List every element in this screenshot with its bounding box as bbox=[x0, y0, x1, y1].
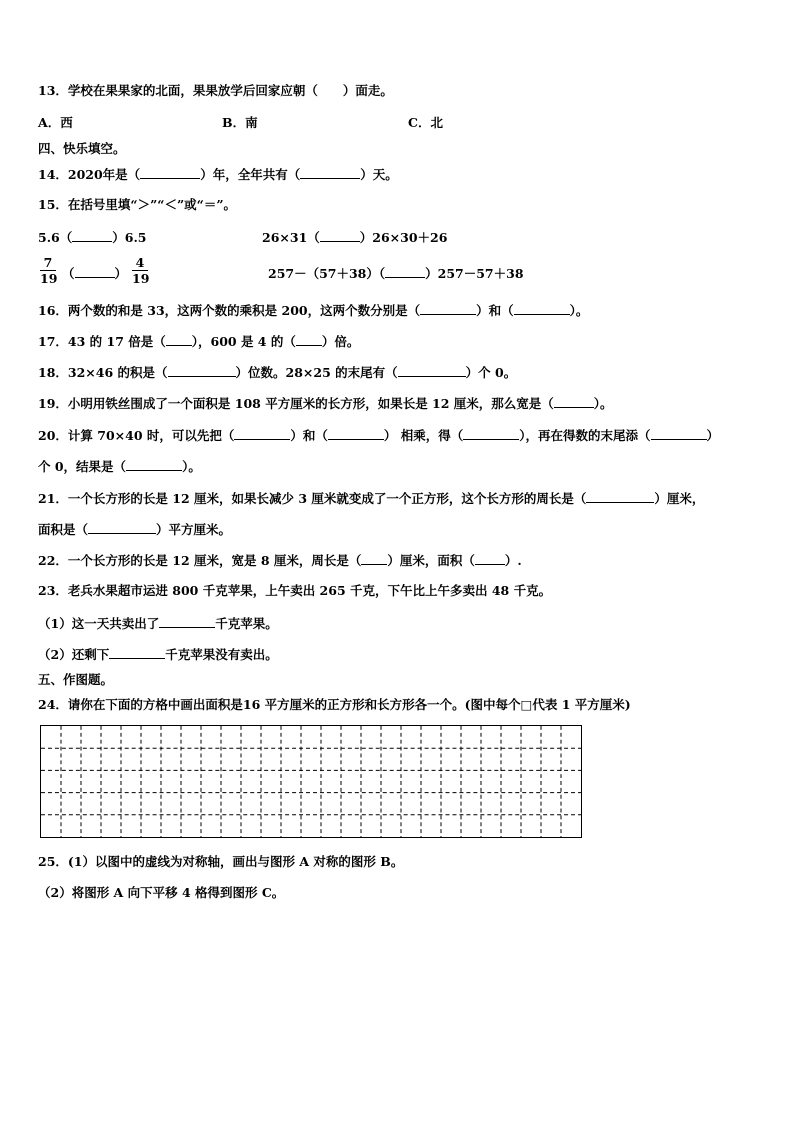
q13-option-a: A．西 bbox=[38, 115, 73, 130]
dotted-grid bbox=[40, 725, 582, 838]
q17: 17．43 的 17 倍是（ ），600 是 4 的（ ）倍。 bbox=[38, 334, 360, 349]
q22: 22．一个长方形的长是 12 厘米，宽是 8 厘米，周长是（ ）厘米，面积（ ）. bbox=[38, 553, 522, 568]
q15-row1-left: 5.6（ ）6.5 bbox=[38, 230, 147, 245]
section-4-heading: 四、快乐填空。 bbox=[38, 141, 126, 156]
q24-text: 24．请你在下面的方格中画出面积是16 平方厘米的正方形和长方形各一个。(图中每个□代表 1 平方厘米) bbox=[38, 697, 631, 712]
q23-part1: （1）这一天共卖出了 千克苹果。 bbox=[38, 616, 278, 631]
q23-text: 23．老兵水果超市运进 800 千克苹果，上午卖出 265 千克，下午比上午多卖出 48 千克。 bbox=[38, 583, 552, 598]
q15-row1-right: 26×31（ ）26×30＋26 bbox=[262, 230, 448, 245]
fraction-7-19: $\frac{7}{19}$ bbox=[40, 255, 58, 286]
q15-row2-right: 257－（57＋38）（ ）257－57＋38 bbox=[268, 266, 524, 281]
section-5-heading: 五、作图题。 bbox=[38, 672, 114, 687]
q15-title: 15．在括号里填“＞”“＜”或“＝”。 bbox=[38, 197, 237, 212]
q21-line1: 21．一个长方形的长是 12 厘米，如果长减少 3 厘米就变成了一个正方形，这个长方形的周长是（ ）厘米， bbox=[38, 491, 705, 506]
q16: 16．两个数的和是 33，这两个数的乘积是 200，这两个数分别是（ ）和（ ）。 bbox=[38, 303, 589, 318]
q21-line2: 面积是（ ）平方厘米。 bbox=[38, 522, 232, 537]
q19: 19．小明用铁丝围成了一个面积是 108 平方厘米的长方形，如果长是 12 厘米，那么宽是（ ）。 bbox=[38, 396, 613, 411]
fraction-4-19: $\frac{4}{19}$ bbox=[132, 255, 150, 286]
q15-row2-blank: （ ） bbox=[62, 266, 128, 281]
q20-line2: 个 0，结果是（ ）。 bbox=[38, 459, 201, 474]
q18: 18．32×46 的积是（ ）位数。28×25 的末尾有（ ）个 0。 bbox=[38, 365, 517, 380]
q25-part1: 25．(1）以图中的虚线为对称轴，画出与图形 A 对称的图形 B。 bbox=[38, 854, 404, 869]
q13-option-b: B．南 bbox=[222, 115, 258, 130]
q13-option-c: C．北 bbox=[408, 115, 443, 130]
q25-part2: （2）将图形 A 向下平移 4 格得到图形 C。 bbox=[38, 885, 285, 900]
q14: 14．2020年是（ ）年，全年共有（ ）天。 bbox=[38, 167, 398, 182]
q20-line1: 20．计算 70×40 时，可以先把（ ）和（ ） 相乘，得（ ），再在得数的末尾添（ ） bbox=[38, 428, 720, 443]
q13-text: 13．学校在果果家的北面，果果放学后回家应朝（ ）面走。 bbox=[38, 83, 393, 98]
q23-part2: （2）还剩下 千克苹果没有卖出。 bbox=[38, 647, 278, 662]
